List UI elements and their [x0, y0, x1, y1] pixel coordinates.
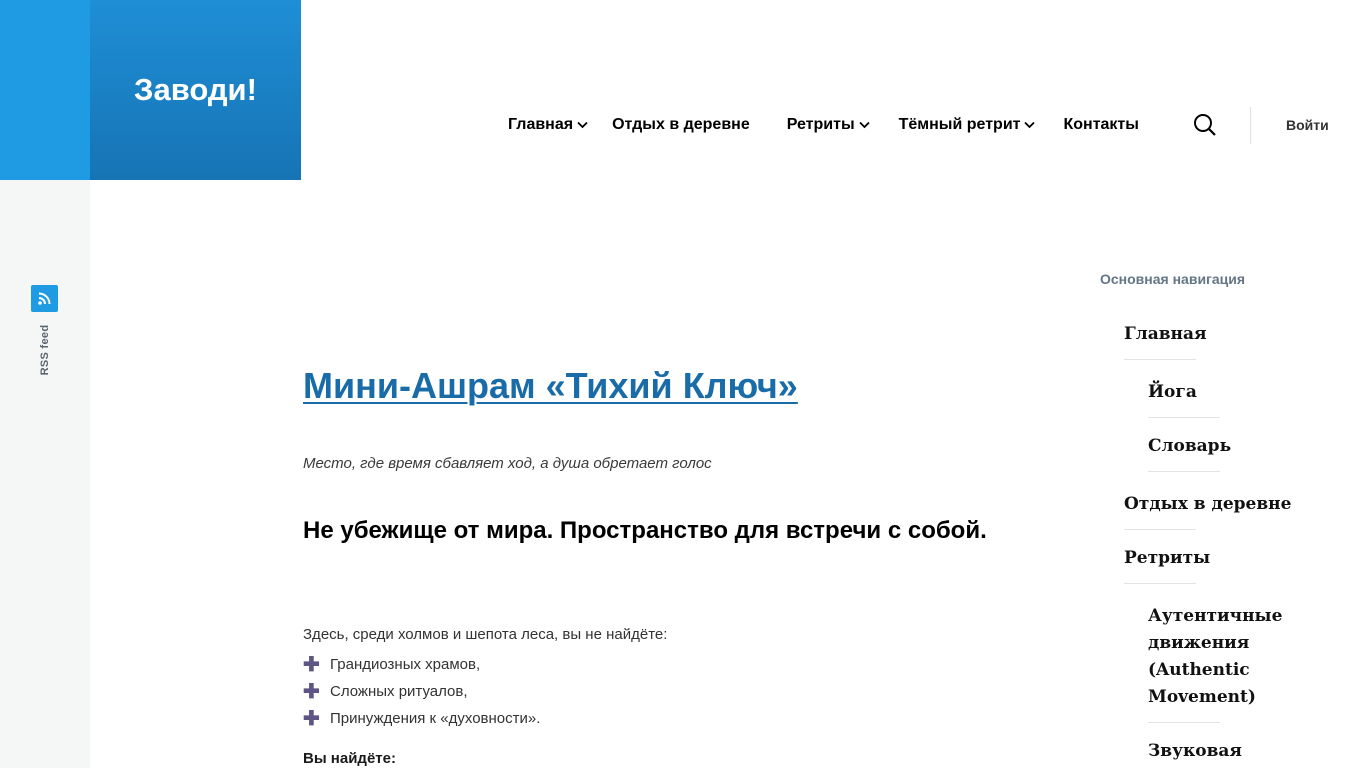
sidebar-item-yoga[interactable]: Йога: [1148, 382, 1197, 402]
not-found-list: [303, 651, 540, 732]
intro-text: Здесь, среди холмов и шепота леса, вы не найдёте:: [303, 626, 668, 643]
sidebar-divider: [1124, 583, 1196, 584]
left-rail: [0, 180, 90, 768]
sidebar-divider: [1124, 529, 1196, 530]
rss-icon[interactable]: [31, 285, 58, 312]
sidebar-item-home[interactable]: Главная: [1124, 324, 1207, 344]
chevron-down-icon[interactable]: [1024, 121, 1035, 129]
sidebar-item-village[interactable]: Отдых в деревне: [1124, 494, 1292, 514]
header-divider: [1250, 107, 1251, 144]
nav-item-dark-retreat[interactable]: [899, 116, 1036, 134]
primary-nav: [508, 113, 1139, 137]
list-item-text: Грандиозных храмов,: [330, 656, 481, 673]
sidebar-divider: [1148, 722, 1220, 723]
nav-item-label: Тёмный ретрит: [898, 116, 1021, 133]
search-icon[interactable]: [1193, 113, 1217, 137]
section-heading: Не убежище от мира. Пространство для встречи с собой.: [303, 517, 987, 544]
plus-icon: ✚: [303, 680, 320, 703]
list-item: [303, 651, 540, 678]
nav-item-retreats[interactable]: [787, 116, 870, 134]
nav-item-home[interactable]: [508, 116, 588, 134]
sidebar-item-glossary[interactable]: Словарь: [1148, 436, 1232, 456]
list-item-text: Сложных ритуалов,: [330, 683, 468, 700]
sidebar-heading: Основная навигация: [1100, 271, 1246, 287]
site-title: Заводи!: [134, 72, 257, 107]
nav-item-contacts[interactable]: [1063, 116, 1138, 134]
chevron-down-icon[interactable]: [859, 121, 870, 129]
sidebar-item-authentic-movement[interactable]: Аутентичные движения (Authentic Movement): [1148, 606, 1283, 707]
nav-item-village[interactable]: [612, 116, 750, 134]
list-item: [303, 705, 540, 732]
sidebar-item-retreats[interactable]: Ретриты: [1124, 548, 1211, 568]
sidebar-divider: [1148, 471, 1220, 472]
nav-item-label: Отдых в деревне: [612, 116, 750, 133]
list-item: [303, 678, 540, 705]
nav-item-label: Контакты: [1063, 116, 1139, 133]
rss-glyph: [36, 290, 53, 307]
nav-item-label: Ретриты: [786, 116, 855, 133]
sidebar-item-sound[interactable]: Звуковая: [1148, 741, 1242, 761]
nav-item-label: Главная: [508, 116, 574, 133]
logo-accent: [0, 0, 90, 180]
chevron-down-icon[interactable]: [577, 121, 588, 129]
sidebar-divider: [1124, 359, 1196, 360]
site-logo[interactable]: [90, 0, 301, 180]
rss-feed-label[interactable]: RSS feed: [39, 324, 51, 376]
list-item-text: Принуждения к «духовности».: [330, 710, 541, 727]
page-subtitle: Место, где время сбавляет ход, а душа обретает голос: [303, 455, 712, 472]
found-label: Вы найдёте:: [303, 750, 396, 767]
page-title[interactable]: Мини-Ашрам «Тихий Ключ»: [303, 365, 798, 406]
plus-icon: ✚: [303, 707, 320, 730]
login-link[interactable]: Войти: [1286, 117, 1329, 133]
plus-icon: ✚: [303, 653, 320, 676]
sidebar-divider: [1148, 417, 1220, 418]
